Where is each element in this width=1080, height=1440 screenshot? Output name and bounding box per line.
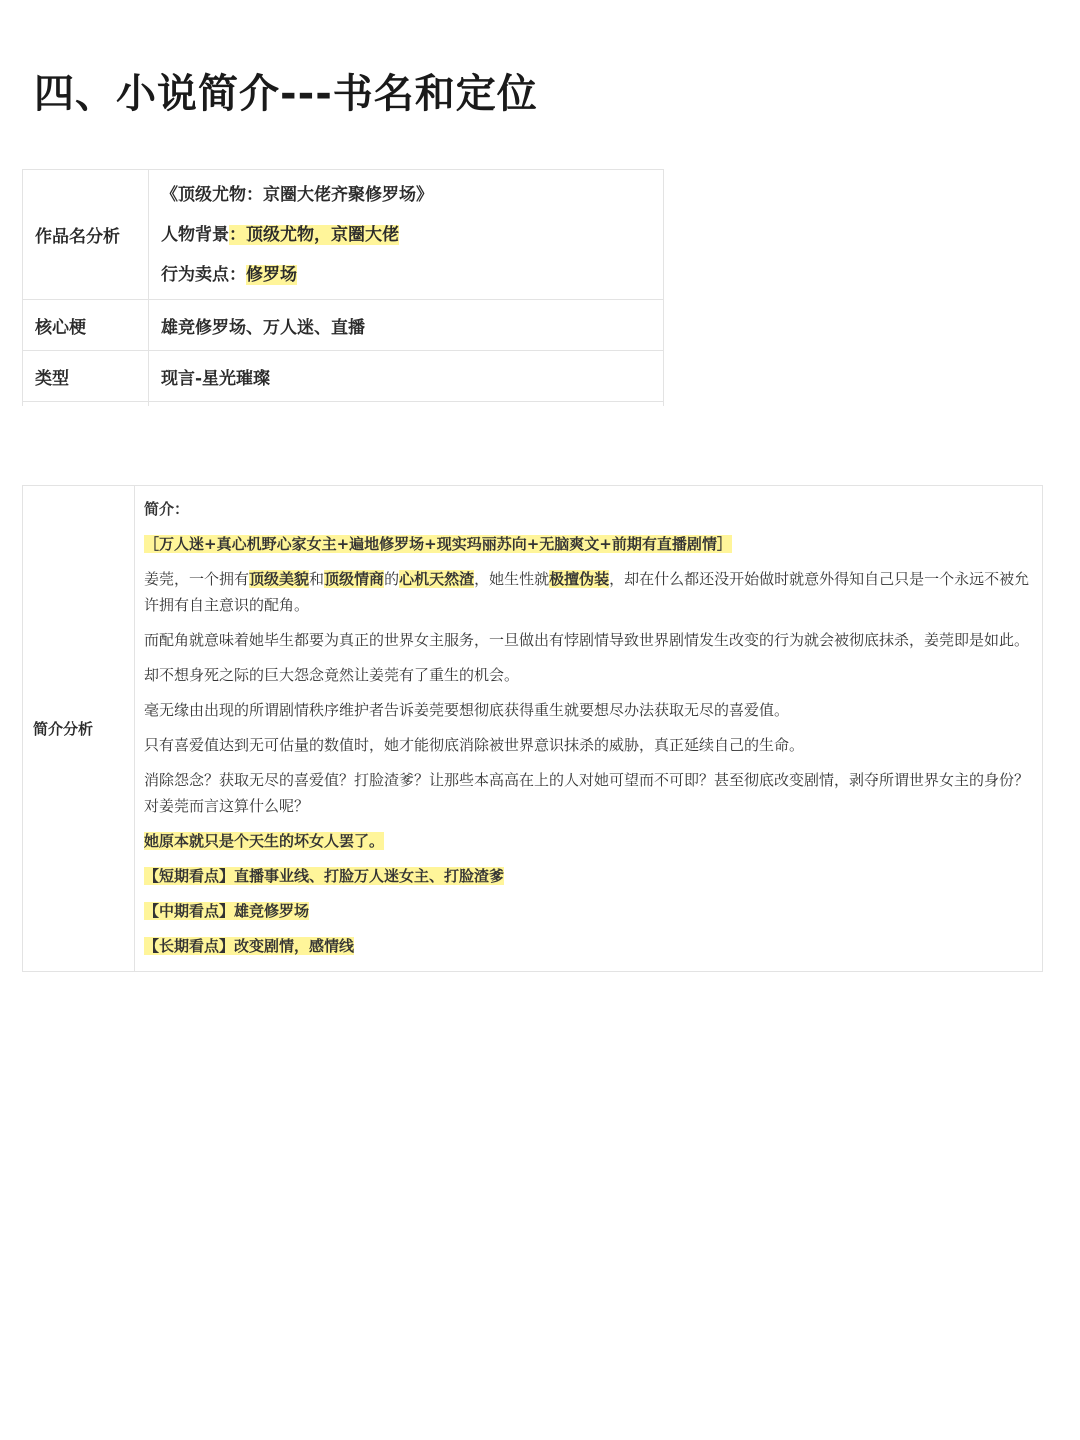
synopsis-content: [135, 486, 1043, 972]
tags-line: [144, 531, 1030, 557]
genre-value: 现言-星光璀璨: [149, 351, 664, 402]
book-title: 《顶级尤物：京圈大佬齐聚修罗场》: [161, 184, 433, 205]
highlight-scheming: 心机天然渣: [399, 570, 475, 588]
tags-text: ［万人迷+真心机野心家女主+遍地修罗场+现实玛丽苏向+无脑爽文+前期有直播剧情］: [144, 535, 732, 553]
highlight-eq: 顶级情商: [324, 570, 385, 588]
text-span: 和: [309, 570, 325, 588]
mid-term-highlight: [144, 898, 1030, 924]
genre-label: 类型: [23, 351, 149, 402]
synopsis-paragraph: 只有喜爱值达到无可估量的数值时，她才能彻底消除被世界意识抹杀的威胁，真正延续自己的生命。: [144, 736, 805, 754]
core-trope-label: 核心梗: [23, 300, 149, 351]
long-term-highlight: [144, 933, 1030, 959]
table-cut-edge: [22, 400, 664, 406]
table-row: [23, 170, 664, 300]
synopsis-paragraph: 而配角就意味着她毕生都要为真正的世界女主服务，一旦做出有悖剧情导致世界剧情发生改变的行为就会被彻底抹杀，姜莞即是如此。: [144, 631, 1030, 649]
selling-label: 行为卖点：: [161, 264, 246, 285]
table-row: [23, 486, 1043, 972]
synopsis-analysis-label: 简介分析: [23, 486, 135, 972]
text-span: 的: [384, 570, 400, 588]
highlight-beauty: 顶级美貌: [249, 570, 310, 588]
selling-value: 修罗场: [246, 264, 297, 285]
synopsis-paragraph: 毫无缘由出现的所谓剧情秩序维护者告诉姜莞要想彻底获得重生就要想尽办法获取无尽的喜爱值。: [144, 701, 790, 719]
synopsis-paragraph: [144, 566, 1030, 618]
positioning-table: [22, 169, 664, 402]
synopsis-paragraph: 却不想身死之际的巨大怨念竟然让姜莞有了重生的机会。: [144, 666, 520, 684]
name-analysis-label: 作品名分析: [23, 170, 149, 300]
selling-point: [161, 255, 663, 295]
text-span: 姜莞，一个拥有: [144, 570, 250, 588]
text-span: ，她生性就: [474, 570, 550, 588]
background-separator: ：: [229, 224, 246, 245]
closing-text: 她原本就只是个天生的坏女人罢了。: [144, 832, 385, 850]
background-label: 人物背景: [161, 224, 229, 245]
page-title: 四、小说简介---书名和定位: [34, 71, 538, 117]
table-row: [23, 300, 664, 351]
core-trope-value: 雄竞修罗场、万人迷、直播: [149, 300, 664, 351]
long-term-text: 【长期看点】改变剧情，感情线: [144, 937, 355, 955]
character-background: [161, 215, 663, 255]
synopsis-table: [22, 485, 1043, 972]
short-term-text: 【短期看点】直播事业线、打脸万人迷女主、打脸渣爹: [144, 867, 505, 885]
synopsis-closing: [144, 828, 1030, 854]
synopsis-paragraph: 消除怨念？获取无尽的喜爱值？打脸渣爹？让那些本高高在上的人对她可望而不可即？甚至彻底改变剧情，剥夺所谓世界女主的身份？ 对姜莞而言这算什么呢？: [144, 771, 1030, 815]
short-term-highlight: [144, 863, 1030, 889]
table-row: [23, 351, 664, 402]
mid-term-text: 【中期看点】雄竞修罗场: [144, 902, 310, 920]
intro-heading: 简介：: [144, 500, 190, 518]
text-span: ，却在什么都还没开始做时就意外得知自己只是一个永远不被允许拥有自主意识的配角。: [144, 570, 1030, 614]
highlight-disguise: 极擅伪装: [549, 570, 610, 588]
background-value: 顶级尤物，京圈大佬: [246, 224, 399, 245]
name-analysis-cell: [149, 170, 664, 300]
